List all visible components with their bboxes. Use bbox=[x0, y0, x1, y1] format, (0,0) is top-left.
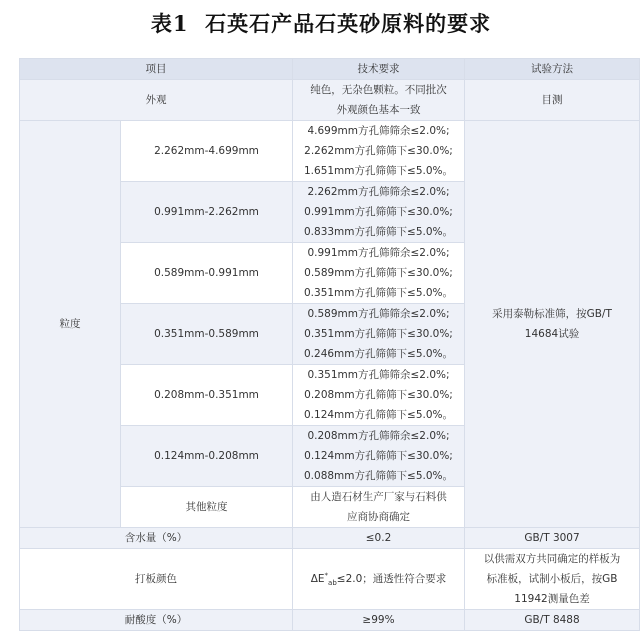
acid-tech: ≥99% bbox=[293, 610, 465, 631]
range-label: 0.208mm-0.351mm bbox=[121, 365, 293, 426]
acid-row bbox=[20, 610, 640, 631]
color-row bbox=[20, 549, 640, 610]
range-tech-line: 2.262mm方孔筛筛下≤30.0%; bbox=[304, 145, 453, 157]
appearance-method: 目测 bbox=[465, 80, 640, 121]
range-tech-line: 0.351mm方孔筛筛下≤5.0%。 bbox=[304, 287, 453, 299]
granularity-method-line: 14684试验 bbox=[524, 328, 580, 340]
appearance-tech-line: 外观颜色基本一致 bbox=[336, 104, 421, 116]
range-tech-line: 0.351mm方孔筛筛下≤30.0%; bbox=[304, 328, 453, 340]
header-tech: 技术要求 bbox=[293, 59, 465, 80]
moisture-row bbox=[20, 528, 640, 549]
range-tech bbox=[293, 365, 465, 426]
range-label: 0.589mm-0.991mm bbox=[121, 243, 293, 304]
range-tech-line: 0.589mm方孔筛筛余≤2.0%; bbox=[307, 308, 450, 320]
acid-label: 耐酸度（%） bbox=[20, 610, 293, 631]
delta-e-symbol: ΔE bbox=[310, 573, 325, 585]
header-item: 项目 bbox=[20, 59, 293, 80]
range-tech-line: 0.208mm方孔筛筛余≤2.0%; bbox=[307, 430, 450, 442]
appearance-row bbox=[20, 80, 640, 121]
range-tech-line: 4.699mm方孔筛筛余≤2.0%; bbox=[307, 125, 450, 137]
acid-method: GB/T 8488 bbox=[465, 610, 640, 631]
range-label: 0.991mm-2.262mm bbox=[121, 182, 293, 243]
moisture-tech: ≤0.2 bbox=[293, 528, 465, 549]
range-tech-line: 1.651mm方孔筛筛下≤5.0%。 bbox=[304, 165, 453, 177]
color-method-line: 标准板，试制小板后，按GB bbox=[486, 573, 618, 585]
granularity-row bbox=[20, 121, 640, 182]
range-label: 2.262mm-4.699mm bbox=[121, 121, 293, 182]
range-tech-line: 0.246mm方孔筛筛下≤5.0%。 bbox=[304, 348, 453, 360]
granularity-method-line: 采用泰勒标准筛，按GB/T bbox=[492, 308, 612, 320]
requirements-table bbox=[19, 58, 640, 631]
other-granularity-label: 其他粒度 bbox=[121, 487, 293, 528]
appearance-tech-line: 纯色，无杂色颗粒。不同批次 bbox=[310, 84, 447, 96]
table-title: 表1 石英石产品石英砂原料的要求 bbox=[150, 11, 492, 36]
other-granularity-line: 由人造石材生产厂家与石料供 bbox=[310, 491, 447, 503]
range-tech-line: 0.991mm方孔筛筛下≤30.0%; bbox=[304, 206, 453, 218]
range-tech-line: 2.262mm方孔筛筛余≤2.0%; bbox=[307, 186, 450, 198]
moisture-label: 含水量（%） bbox=[20, 528, 293, 549]
range-tech bbox=[293, 304, 465, 365]
moisture-method: GB/T 3007 bbox=[465, 528, 640, 549]
range-tech bbox=[293, 426, 465, 487]
delta-e-sub: ab bbox=[328, 579, 337, 588]
range-tech-line: 0.208mm方孔筛筛下≤30.0%; bbox=[304, 389, 453, 401]
color-tech-text: ≤2.0；通透性符合要求 bbox=[336, 573, 447, 585]
range-tech-line: 0.124mm方孔筛筛下≤30.0%; bbox=[304, 450, 453, 462]
appearance-tech bbox=[293, 80, 465, 121]
color-label: 打板颜色 bbox=[20, 549, 293, 610]
appearance-label: 外观 bbox=[20, 80, 293, 121]
range-tech-line: 0.088mm方孔筛筛下≤5.0%。 bbox=[304, 470, 453, 482]
color-method-line: 以供需双方共同确定的样板为 bbox=[483, 553, 621, 565]
range-label: 0.124mm-0.208mm bbox=[121, 426, 293, 487]
header-row bbox=[20, 59, 640, 80]
range-tech-line: 0.833mm方孔筛筛下≤5.0%。 bbox=[304, 226, 453, 238]
range-tech bbox=[293, 243, 465, 304]
range-tech-line: 0.351mm方孔筛筛余≤2.0%; bbox=[307, 369, 450, 381]
range-tech-line: 0.991mm方孔筛筛余≤2.0%; bbox=[307, 247, 450, 259]
range-tech-line: 0.589mm方孔筛筛下≤30.0%; bbox=[304, 267, 453, 279]
delta-e-sup: * bbox=[324, 571, 329, 580]
range-tech bbox=[293, 182, 465, 243]
granularity-method bbox=[465, 121, 640, 528]
range-label: 0.351mm-0.589mm bbox=[121, 304, 293, 365]
granularity-label: 粒度 bbox=[20, 121, 121, 528]
header-method: 试验方法 bbox=[465, 59, 640, 80]
color-tech bbox=[293, 549, 465, 610]
range-tech bbox=[293, 121, 465, 182]
color-method-line: 11942测量色差 bbox=[514, 593, 590, 605]
other-granularity-tech bbox=[293, 487, 465, 528]
range-tech-line: 0.124mm方孔筛筛下≤5.0%。 bbox=[304, 409, 453, 421]
other-granularity-line: 应商协商确定 bbox=[347, 511, 410, 523]
color-method bbox=[465, 549, 640, 610]
